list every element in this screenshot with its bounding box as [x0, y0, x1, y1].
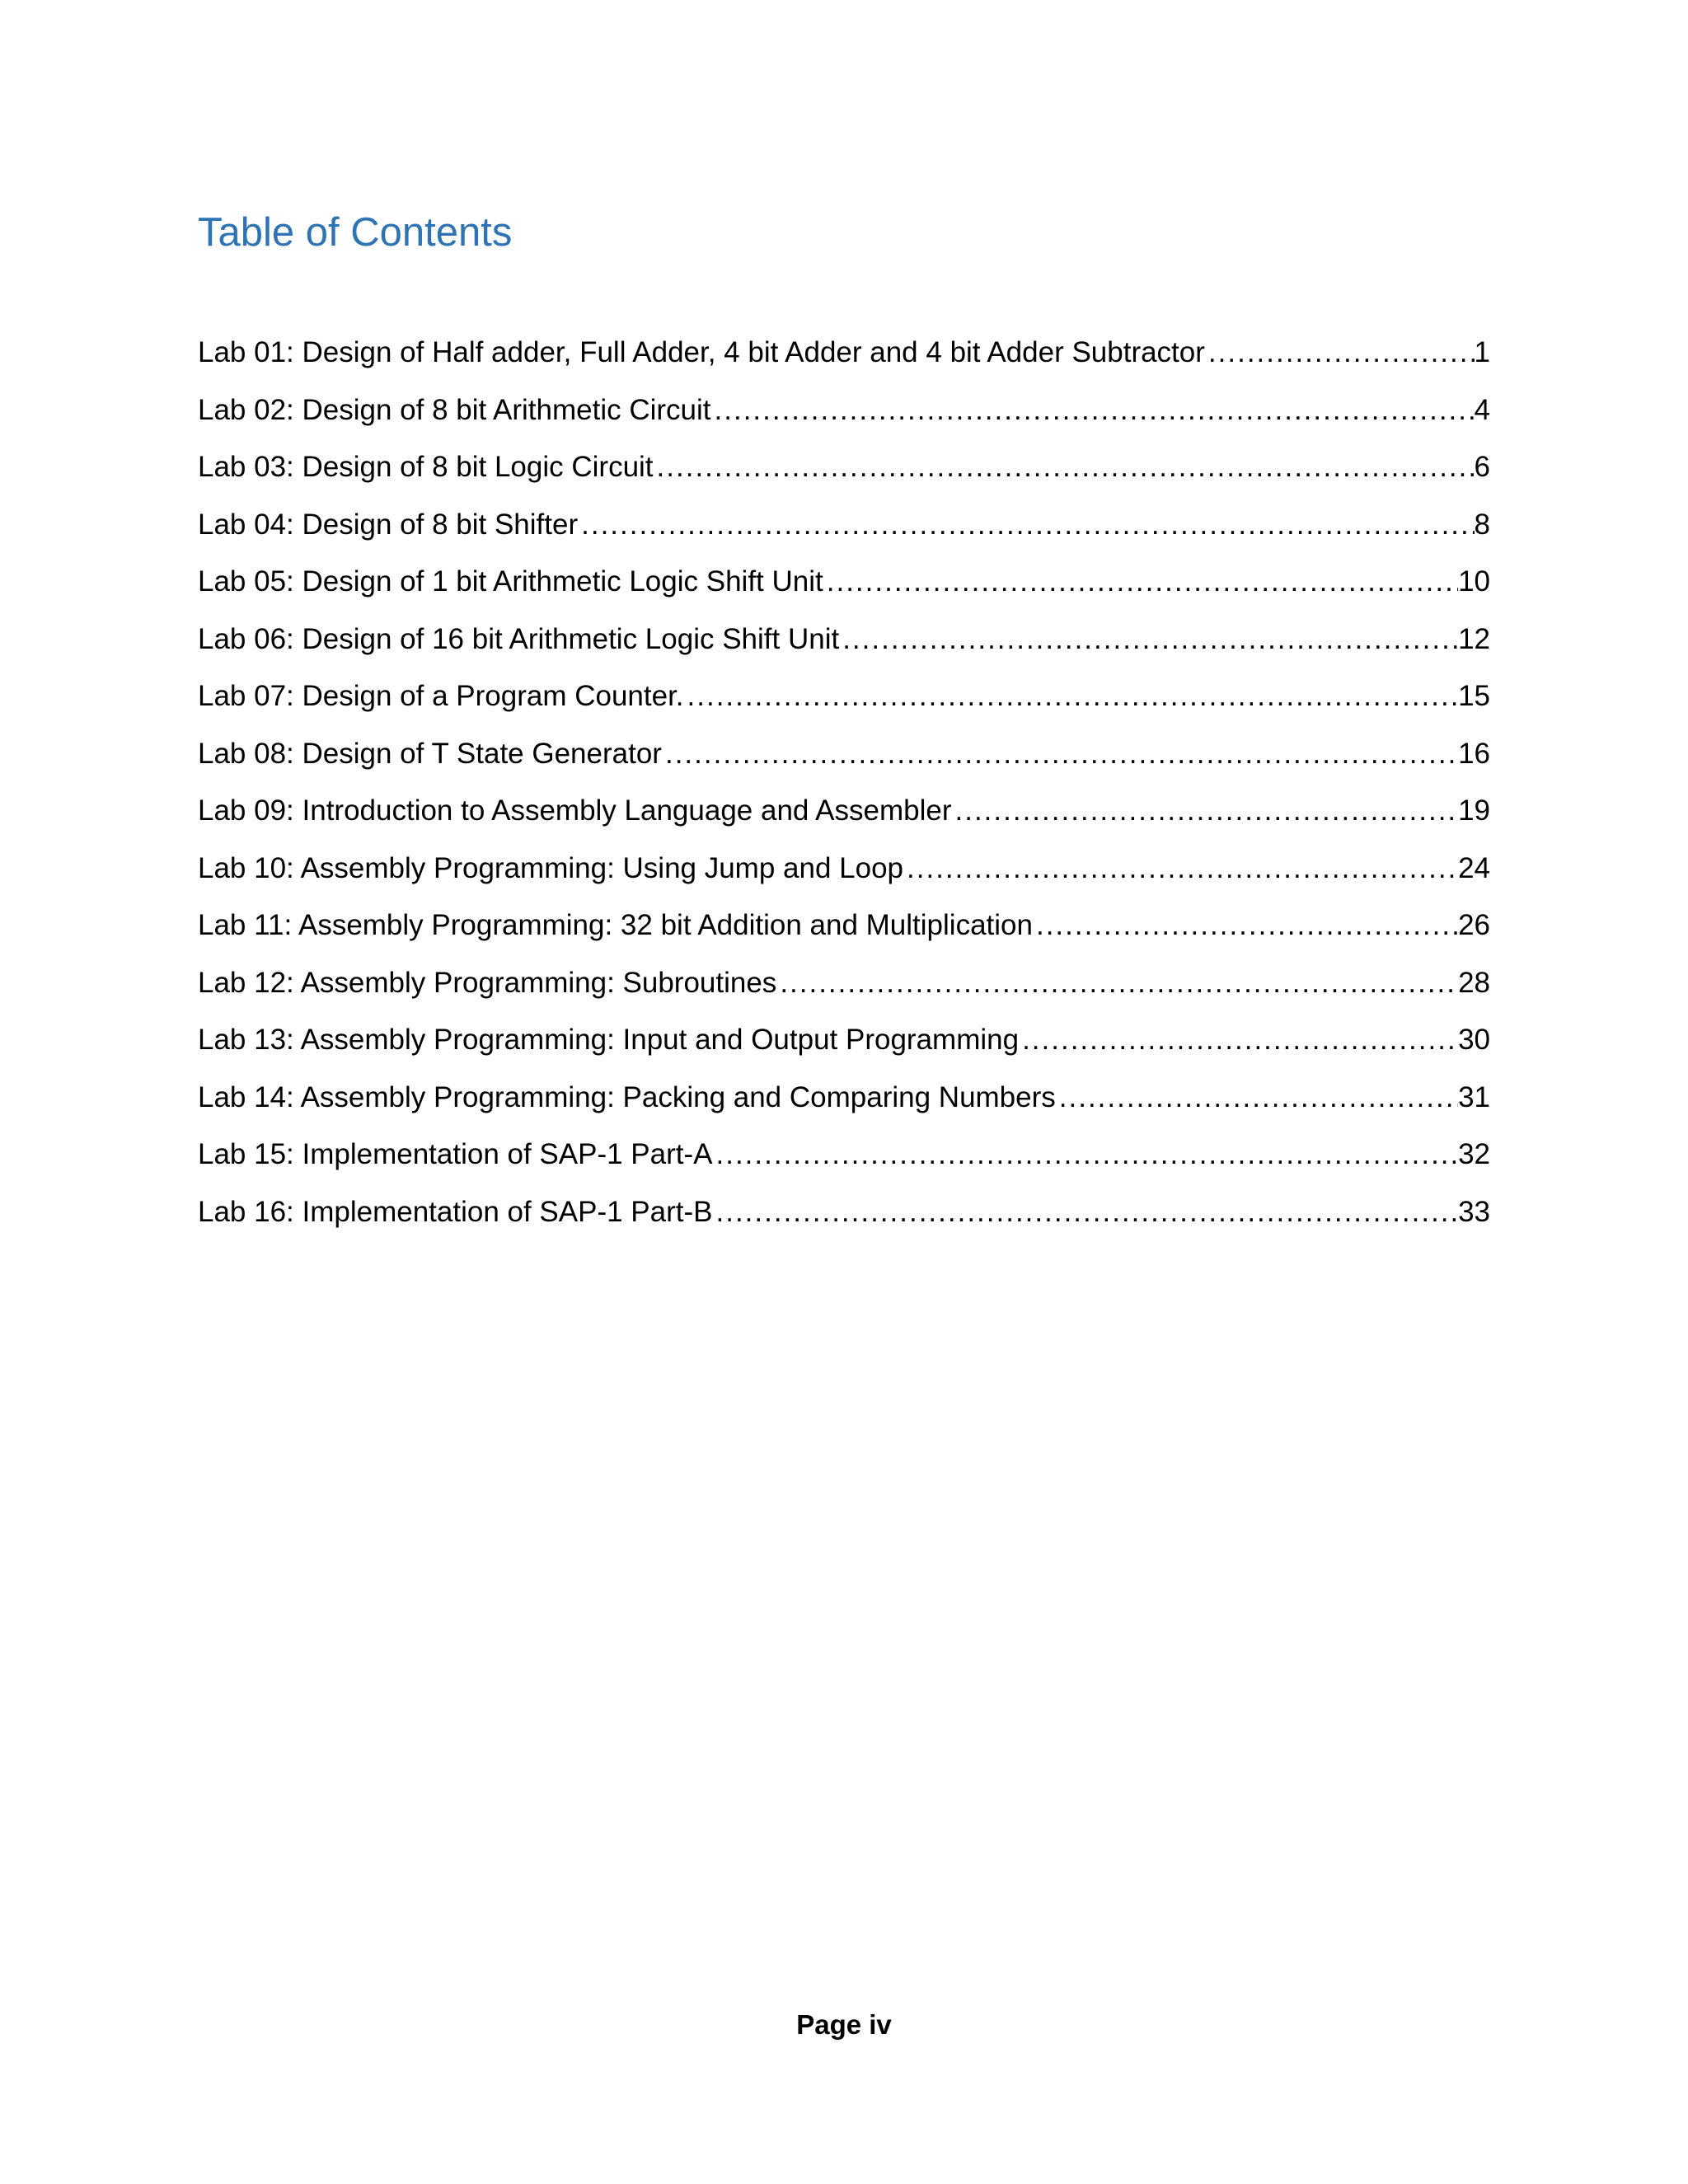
- toc-page-number: 15: [1458, 680, 1490, 712]
- toc-entry-title: Lab 08: Design of T State Generator: [198, 737, 662, 770]
- toc-entry[interactable]: [198, 1073, 1490, 1131]
- page-number-footer: Page iv: [796, 2009, 892, 2040]
- toc-entry-title: Lab 03: Design of 8 bit Logic Circuit: [198, 451, 654, 483]
- toc-page-number: 12: [1458, 622, 1490, 655]
- toc-page-number: 33: [1458, 1195, 1490, 1228]
- toc-dot-leader: [713, 1130, 1459, 1179]
- toc-dot-leader: [662, 729, 1458, 779]
- toc-page-number: 26: [1458, 909, 1490, 941]
- toc-dot-leader: [1056, 1073, 1458, 1122]
- toc-entry[interactable]: [198, 1130, 1490, 1188]
- toc-dot-leader: [654, 443, 1475, 492]
- toc-entry-title: Lab 09: Introduction to Assembly Language and Assembler: [198, 794, 952, 827]
- toc-entry[interactable]: [198, 328, 1490, 386]
- toc-dot-leader: [684, 672, 1459, 721]
- toc-entry[interactable]: [198, 901, 1490, 958]
- toc-entry[interactable]: [198, 615, 1490, 673]
- toc-entry-title: Lab 13: Assembly Programming: Input and Output Programming: [198, 1024, 1020, 1056]
- toc-entry[interactable]: [198, 672, 1490, 729]
- toc-dot-leader: [711, 386, 1475, 435]
- toc-page-number: 30: [1458, 1024, 1490, 1056]
- toc-page-number: 4: [1474, 393, 1490, 426]
- toc-dot-leader: [903, 844, 1458, 893]
- toc-dot-leader: [952, 786, 1459, 836]
- toc-entry-title: Lab 10: Assembly Programming: Using Jump and Loop: [198, 851, 904, 884]
- toc-entry[interactable]: [198, 1188, 1490, 1245]
- toc-dot-leader: [823, 557, 1458, 607]
- toc-page-number: 10: [1458, 565, 1490, 598]
- toc-title: Table of Contents: [198, 210, 513, 255]
- toc-list: [198, 328, 1490, 1244]
- toc-entry[interactable]: [198, 500, 1490, 558]
- toc-dot-leader: [1033, 901, 1458, 950]
- toc-entry[interactable]: [198, 958, 1490, 1016]
- toc-entry[interactable]: [198, 844, 1490, 902]
- toc-dot-leader: [713, 1188, 1459, 1237]
- toc-entry[interactable]: [198, 1015, 1490, 1073]
- toc-page-number: 31: [1458, 1080, 1490, 1113]
- toc-entry-title: Lab 12: Assembly Programming: Subroutines: [198, 966, 777, 999]
- toc-page-number: 28: [1458, 966, 1490, 999]
- toc-entry-title: Lab 02: Design of 8 bit Arithmetic Circuit: [198, 393, 711, 426]
- toc-entry-title: Lab 16: Implementation of SAP-1 Part-B: [198, 1195, 713, 1228]
- toc-entry-title: Lab 07: Design of a Program Counter.: [198, 680, 684, 712]
- toc-entry-title: Lab 06: Design of 16 bit Arithmetic Logic Shift Unit: [198, 622, 840, 655]
- toc-dot-leader: [578, 500, 1474, 550]
- toc-page-number: 16: [1458, 737, 1490, 770]
- toc-entry-title: Lab 01: Design of Half adder, Full Adder, 4 bit Adder and 4 bit Adder Subtractor: [198, 336, 1205, 368]
- toc-dot-leader: [839, 615, 1458, 664]
- toc-entry[interactable]: [198, 786, 1490, 844]
- toc-page-number: 8: [1474, 508, 1490, 541]
- toc-entry[interactable]: [198, 557, 1490, 615]
- toc-entry-title: Lab 15: Implementation of SAP-1 Part-A: [198, 1138, 713, 1170]
- toc-dot-leader: [1019, 1015, 1458, 1065]
- toc-entry-title: Lab 04: Design of 8 bit Shifter: [198, 508, 579, 541]
- toc-page-number: 19: [1458, 794, 1490, 827]
- toc-page-number: 24: [1458, 851, 1490, 884]
- toc-entry[interactable]: [198, 443, 1490, 500]
- toc-page-number: 6: [1474, 451, 1490, 483]
- toc-entry-title: Lab 05: Design of 1 bit Arithmetic Logic Shift Unit: [198, 565, 823, 598]
- toc-entry[interactable]: [198, 386, 1490, 443]
- toc-dot-leader: [1205, 328, 1475, 377]
- toc-entry-title: Lab 14: Assembly Programming: Packing and Comparing Numbers: [198, 1080, 1056, 1113]
- toc-page-number: 1: [1474, 336, 1490, 368]
- toc-page-number: 32: [1458, 1138, 1490, 1170]
- toc-entry[interactable]: [198, 729, 1490, 787]
- toc-dot-leader: [776, 958, 1458, 1008]
- toc-entry-title: Lab 11: Assembly Programming: 32 bit Addition and Multiplication: [198, 909, 1033, 941]
